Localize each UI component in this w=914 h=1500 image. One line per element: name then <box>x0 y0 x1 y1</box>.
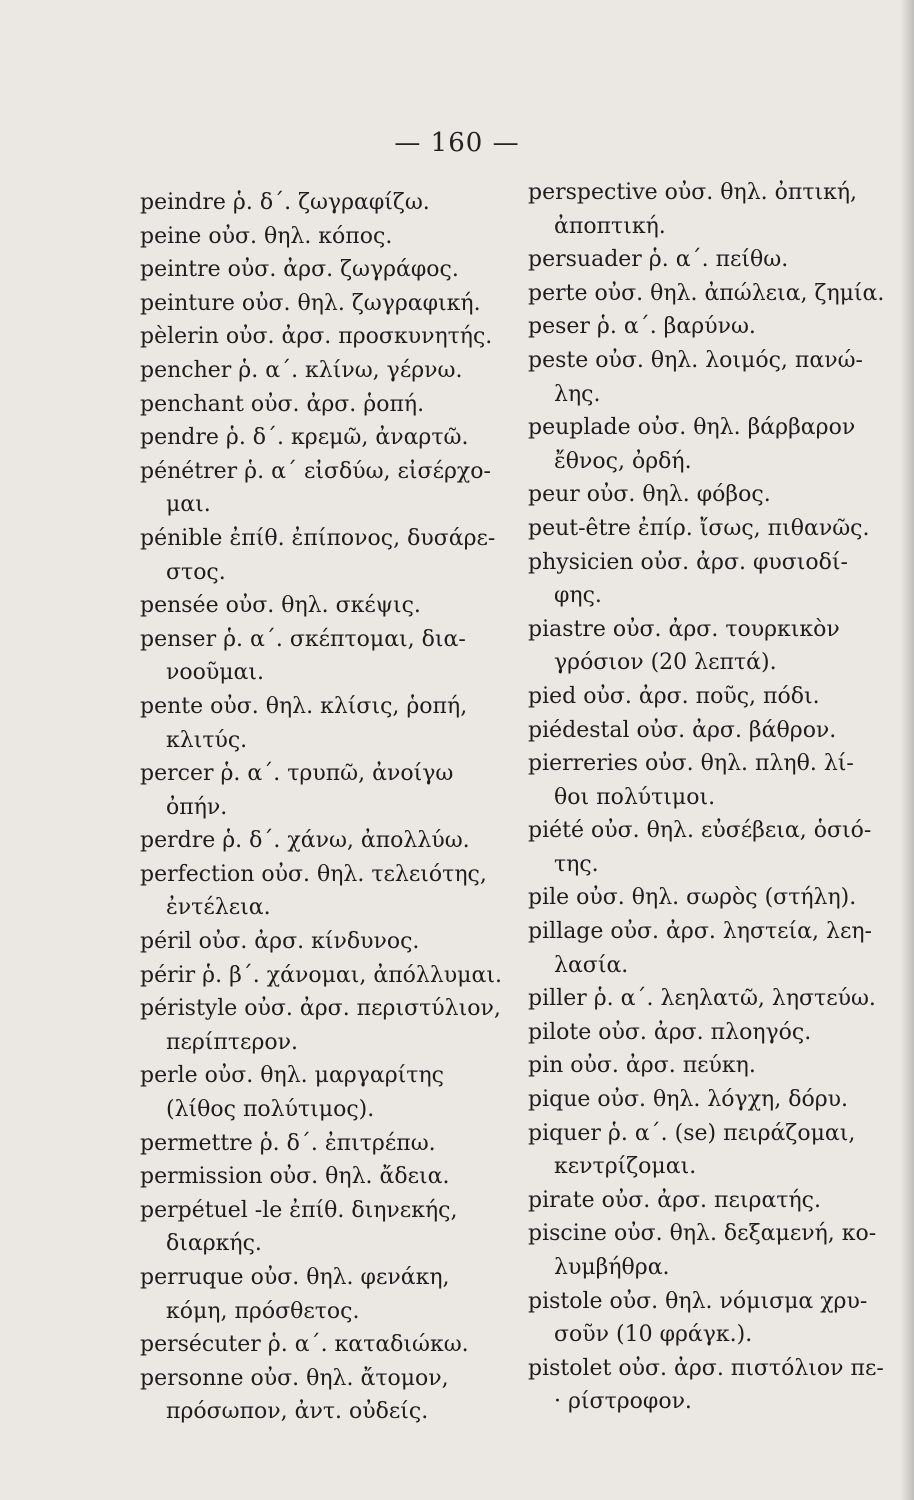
entry-headline: peuplade οὐσ. θηλ. βάρβαρον <box>528 415 856 441</box>
dictionary-entry <box>140 354 512 388</box>
entry-continuation: της. <box>554 851 599 877</box>
entry-continuation: (λίθος πολύτιμος). <box>166 1097 375 1123</box>
entry-headline: peur οὐσ. θηλ. φόβος. <box>528 482 771 508</box>
entry-headline: pistolet οὐσ. ἀρσ. πιστόλιον πε- <box>528 1355 884 1381</box>
dictionary-entry <box>528 680 898 714</box>
entry-headline: périr ῥ. β΄. χάνομαι, ἀπόλλυμαι. <box>140 962 502 988</box>
dictionary-entry <box>140 589 512 623</box>
entry-headline: peine οὐσ. θηλ. κόπος. <box>140 223 393 249</box>
entry-headline: piété οὐσ. θηλ. εὐσέβεια, ὁσιό- <box>528 818 872 844</box>
entry-headline: piquer ῥ. α΄. (se) πειράζομαι, <box>528 1120 856 1146</box>
dictionary-entry <box>528 344 898 411</box>
entry-continuation: ὀπήν. <box>166 794 228 820</box>
dictionary-entry <box>140 1328 512 1362</box>
entry-headline: pirate οὐσ. ἀρσ. πειρατής. <box>528 1187 821 1213</box>
entry-headline: peste οὐσ. θηλ. λοιμός, πανώ- <box>528 347 863 373</box>
dictionary-entry <box>140 1261 512 1328</box>
entry-headline: personne οὐσ. θηλ. ἄτομον, <box>140 1365 449 1391</box>
entry-headline: pensée οὐσ. θηλ. σκέψις. <box>140 593 421 619</box>
dictionary-entry <box>140 1362 512 1429</box>
dictionary-entry <box>528 982 898 1016</box>
entry-continuation: γρόσιον (20 λεπτά). <box>554 650 777 676</box>
entry-headline: perspective οὐσ. θηλ. ὀπτική, <box>528 180 858 205</box>
entry-continuation: στος. <box>166 559 226 585</box>
dictionary-entry <box>528 277 898 311</box>
entry-continuation: λυμβήθρα. <box>554 1255 670 1280</box>
entry-headline: pied οὐσ. ἀρσ. ποῦς, πόδι. <box>528 683 820 709</box>
entry-headline: percer ῥ. α΄. τρυπῶ, ἀνοίγω <box>140 761 454 787</box>
entry-headline: pente οὐσ. θηλ. κλίσις, ῥοπή, <box>140 693 468 719</box>
dictionary-entry <box>140 690 512 757</box>
dictionary-entry <box>140 858 512 925</box>
entry-continuation: · ρίστροφον. <box>554 1389 692 1415</box>
entry-continuation: σοῦν (10 φράγκ.). <box>554 1322 753 1348</box>
entry-headline: permission οὐσ. θηλ. ἄδεια. <box>140 1164 450 1190</box>
dictionary-entry <box>140 287 512 321</box>
dictionary-entry <box>528 546 898 613</box>
dictionary-entry <box>528 478 898 512</box>
dictionary-entry <box>528 1117 898 1184</box>
entry-headline: pencher ῥ. α΄. κλίνω, γέρνω. <box>140 357 463 383</box>
entry-headline: peut-être ἐπίρ. ἴσως, πιθανῶς. <box>528 515 870 541</box>
dictionary-entry <box>528 310 898 344</box>
entry-headline: piscine οὐσ. θηλ. δεξαμενή, κο- <box>528 1221 877 1247</box>
entry-headline: peinture οὐσ. θηλ. ζωγραφική. <box>140 290 481 316</box>
dictionary-entry <box>528 1016 898 1050</box>
dictionary-entry <box>528 1184 898 1218</box>
entry-continuation: λης. <box>554 381 601 407</box>
entry-headline: piastre οὐσ. ἀρσ. τουρκικὸν <box>528 616 840 642</box>
dictionary-entry <box>528 1285 898 1352</box>
entry-continuation: ἀποπτική. <box>554 213 666 239</box>
dictionary-entry <box>140 1127 512 1161</box>
entry-continuation: περίπτερον. <box>166 1029 298 1055</box>
dictionary-entry <box>528 613 898 680</box>
entry-headline: pistole οὐσ. θηλ. νόμισμα χρυ- <box>528 1288 868 1314</box>
dictionary-entry <box>528 881 898 915</box>
dictionary-entry <box>140 959 512 993</box>
dictionary-entry <box>140 522 512 589</box>
dictionary-entry <box>140 421 512 455</box>
entry-headline: pilote οὐσ. ἀρσ. πλοηγός. <box>528 1019 812 1045</box>
dictionary-entry <box>140 623 512 690</box>
entry-continuation: κεντρίζομαι. <box>554 1154 697 1180</box>
entry-headline: pierreries οὐσ. θηλ. πληθ. λί- <box>528 751 854 777</box>
entry-headline: peindre ῥ. δ΄. ζωγραφίζω. <box>140 190 430 215</box>
entry-headline: persécuter ῥ. α΄. καταδιώκω. <box>140 1332 469 1358</box>
entry-headline: physicien οὐσ. ἀρσ. φυσιοδί- <box>528 549 848 575</box>
dictionary-entry <box>140 757 512 824</box>
dictionary-entry <box>140 220 512 254</box>
left-column <box>140 186 512 1429</box>
entry-headline: peintre οὐσ. ἀρσ. ζωγράφος. <box>140 257 459 283</box>
entry-headline: peser ῥ. α΄. βαρύνω. <box>528 314 756 340</box>
dictionary-entry <box>140 1160 512 1194</box>
dictionary-entry <box>528 747 898 814</box>
entry-headline: pile οὐσ. θηλ. σωρὸς (στήλη). <box>528 885 857 911</box>
dictionary-entry <box>528 243 898 277</box>
entry-headline: péril οὐσ. ἀρσ. κίνδυνος. <box>140 929 420 955</box>
dictionary-entry <box>140 388 512 422</box>
page-number: — 160 — <box>394 128 520 158</box>
entry-headline: persuader ῥ. α΄. πείθω. <box>528 247 789 273</box>
entry-headline: piédestal οὐσ. ἀρσ. βάθρον. <box>528 717 837 743</box>
entry-headline: perruque οὐσ. θηλ. φενάκη, <box>140 1265 450 1290</box>
entry-continuation: κόμη, πρόσθετος. <box>166 1298 360 1324</box>
entry-headline: perpétuel -le ἐπίθ. διηνεκής, <box>140 1197 458 1223</box>
entry-headline: perte οὐσ. θηλ. ἀπώλεια, ζημία. <box>528 280 885 306</box>
entry-headline: pèlerin οὐσ. ἀρσ. προσκυνητής. <box>140 324 493 350</box>
dictionary-entry <box>528 1049 898 1083</box>
dictionary-entry <box>528 176 898 243</box>
dictionary-entry <box>140 253 512 287</box>
entry-headline: pénible ἐπίθ. ἐπίπονος, δυσάρε- <box>140 525 496 551</box>
entry-continuation: φης. <box>554 583 602 609</box>
right-column <box>528 176 898 1419</box>
dictionary-entry <box>140 455 512 522</box>
entry-continuation: κλιτύς. <box>166 727 248 753</box>
dictionary-entry <box>528 1217 898 1284</box>
dictionary-entry <box>528 1083 898 1117</box>
entry-headline: pin οὐσ. ἀρσ. πεύκη. <box>528 1053 756 1079</box>
entry-continuation: διαρκής. <box>166 1231 262 1257</box>
entry-headline: piller ῥ. α΄. λεηλατῶ, ληστεύω. <box>528 986 876 1012</box>
entry-headline: pillage οὐσ. ἀρσ. ληστεία, λεη- <box>528 919 872 945</box>
entry-continuation: νοοῦμαι. <box>166 660 265 686</box>
dictionary-entry <box>140 992 512 1059</box>
entry-continuation: ἔθνος, ὀρδή. <box>554 448 692 474</box>
entry-continuation: πρόσωπον, ἀντ. οὐδείς. <box>166 1399 429 1425</box>
dictionary-entry <box>528 411 898 478</box>
dictionary-entry <box>528 1352 898 1419</box>
dictionary-entry <box>528 814 898 881</box>
dictionary-entry <box>140 320 512 354</box>
page-edge-shadow <box>900 0 914 1500</box>
entry-continuation: θοι πολύτιμοι. <box>554 784 716 810</box>
entry-headline: pique οὐσ. θηλ. λόγχη, δόρυ. <box>528 1087 848 1113</box>
entry-headline: penchant οὐσ. ἀρσ. ῥοπή. <box>140 391 425 417</box>
entry-continuation: λασία. <box>554 952 629 978</box>
dictionary-entry <box>528 714 898 748</box>
dictionary-entry <box>140 1194 512 1261</box>
entry-continuation: ἐντέλεια. <box>166 895 271 921</box>
entry-headline: perfection οὐσ. θηλ. τελειότης, <box>140 861 487 887</box>
entry-headline: perdre ῥ. δ΄. χάνω, ἀπολλύω. <box>140 828 470 854</box>
dictionary-entry <box>140 824 512 858</box>
dictionary-entry <box>528 512 898 546</box>
entry-headline: penser ῥ. α΄. σκέπτομαι, δια- <box>140 626 466 652</box>
entry-headline: permettre ῥ. δ΄. ἐπιτρέπω. <box>140 1130 436 1156</box>
entry-headline: perle οὐσ. θηλ. μαργαρίτης <box>140 1063 444 1089</box>
entry-headline: pénétrer ῥ. α΄ εἰσδύω, εἰσέρχο- <box>140 458 491 484</box>
dictionary-entry <box>140 1059 512 1126</box>
dictionary-entry <box>140 186 512 220</box>
dictionary-entry <box>528 915 898 982</box>
entry-continuation: μαι. <box>166 492 211 518</box>
entry-headline: péristyle οὐσ. ἀρσ. περιστύλιον, <box>140 996 501 1022</box>
dictionary-entry <box>140 925 512 959</box>
entry-headline: pendre ῥ. δ΄. κρεμῶ, ἀναρτῶ. <box>140 425 469 451</box>
